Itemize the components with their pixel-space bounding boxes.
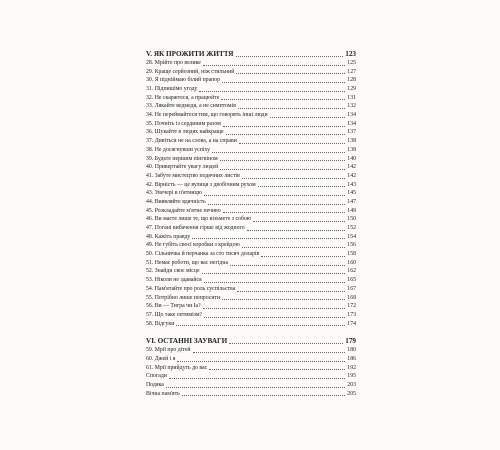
dot-leader: [166, 387, 345, 388]
section-title: VI. ОСТАННІ ЗАУВАГИ: [146, 337, 228, 346]
toc-entry: [146, 311, 356, 320]
dot-leader: [238, 108, 345, 109]
entry-page-number: 167: [347, 285, 356, 292]
entry-title: 34. Не переймайтеся тим, що говорять інші люди: [146, 112, 268, 119]
dot-leader: [236, 56, 344, 57]
entry-page-number: 142: [347, 164, 356, 171]
dot-leader: [182, 395, 346, 396]
entry-title: 50. Сільничка й перчанка за сто тисяч доларів: [146, 251, 260, 258]
entry-title: 33. Лякайте ведмедя, а не симптомів: [146, 103, 236, 110]
entry-page-number: 173: [347, 311, 356, 318]
entry-title: 31. Підпишімо угоду: [146, 86, 198, 93]
dot-leader: [204, 282, 346, 283]
dot-leader: [261, 256, 345, 257]
entry-title: 48. Кажіть правду: [146, 233, 191, 240]
entry-page-number: 203: [347, 382, 356, 389]
dot-leader: [223, 212, 346, 213]
entry-page-number: 150: [347, 216, 356, 223]
entry-title: 61. Мрії прийдуть до вас: [146, 364, 208, 371]
entry-title: 32. Не скаржтеся, а працюйте: [146, 94, 220, 101]
entry-page-number: 168: [347, 294, 356, 301]
dot-leader: [204, 195, 345, 196]
dot-leader: [223, 126, 345, 127]
entry-title: 56. Ви — Тигра чи Іа?: [146, 303, 201, 310]
toc-entry: [146, 181, 356, 190]
entry-page-number: 131: [347, 94, 356, 101]
toc-entry: [146, 268, 356, 277]
entry-page-number: 192: [347, 364, 356, 371]
toc-entry: [146, 163, 356, 172]
entry-page-number: 142: [347, 172, 356, 179]
entry-title: 38. Не досягнувши успіху: [146, 146, 211, 153]
toc-entry: [146, 68, 356, 77]
dot-leader: [239, 143, 345, 144]
entry-title: Вічна пам'ять: [146, 390, 180, 397]
toc-entry: [146, 259, 356, 268]
section-5-entries: [146, 59, 356, 328]
dot-leader: [193, 352, 346, 353]
section-heading-5: [146, 49, 356, 59]
entry-title: 42. Вірність — це вулиця з двобічним рухом: [146, 181, 256, 188]
toc-entry: [146, 198, 356, 207]
entry-page-number: 134: [347, 120, 356, 127]
dot-leader: [226, 134, 346, 135]
dot-leader: [204, 317, 345, 318]
section-6-entries: [146, 346, 356, 398]
toc-entry: [146, 76, 356, 85]
dot-leader: [176, 325, 345, 326]
dot-leader: [177, 361, 345, 362]
entry-page-number: 172: [347, 303, 356, 310]
toc-entry: [146, 320, 356, 329]
entry-title: 59. Мрії про дітей: [146, 347, 191, 354]
dot-leader: [203, 65, 345, 66]
toc-entry: [146, 155, 356, 164]
entry-title: 39. Будьте першим пінгвіном: [146, 155, 218, 162]
toc-entry: [146, 172, 356, 181]
dot-leader: [222, 82, 345, 83]
dot-leader: [270, 117, 346, 118]
entry-page-number: 160: [347, 259, 356, 266]
toc-entry: [146, 59, 356, 68]
toc-entry: [146, 294, 356, 303]
entry-title: Спогади: [146, 373, 167, 380]
entry-title: 35. Почніть із сердиним разом: [146, 120, 221, 127]
toc-entry: [146, 129, 356, 138]
entry-title: 44. Виявляйте вдячність: [146, 198, 206, 205]
toc-entry: [146, 120, 356, 129]
toc-entry: [146, 224, 356, 233]
entry-title: 53. Ніколи не здавайся: [146, 277, 202, 284]
table-of-contents: [146, 49, 356, 398]
dot-leader: [202, 273, 346, 274]
entry-title: 52. Знайди своє місце: [146, 268, 200, 275]
entry-title: Подяка: [146, 382, 164, 389]
entry-page-number: 127: [347, 68, 356, 75]
entry-page-number: 154: [347, 233, 356, 240]
entry-page-number: 138: [347, 138, 356, 145]
entry-title: 41. Забуте мистецтво подячних листів: [146, 172, 240, 179]
toc-entry: [146, 364, 356, 373]
entry-title: 36. Шукайте в людях найкраще: [146, 129, 224, 136]
entry-page-number: 138: [347, 146, 356, 153]
dot-leader: [221, 99, 345, 100]
toc-entry: [146, 355, 356, 364]
entry-title: 40. Привертайте увагу людей: [146, 164, 219, 171]
entry-page-number: 140: [347, 155, 356, 162]
entry-page-number: 195: [347, 373, 356, 380]
dot-leader: [242, 247, 345, 248]
entry-page-number: 158: [347, 251, 356, 258]
dot-leader: [230, 265, 345, 266]
entry-page-number: 152: [347, 225, 356, 232]
entry-page-number: 156: [347, 242, 356, 249]
dot-leader: [237, 291, 345, 292]
toc-entry: [146, 111, 356, 120]
toc-entry: [146, 233, 356, 242]
dot-leader: [253, 221, 345, 222]
entry-page-number: 149: [347, 207, 356, 214]
entry-title: 29. Краще серйозний, ніж стильний: [146, 68, 235, 75]
toc-entry: [146, 94, 356, 103]
entry-page-number: 186: [347, 355, 356, 362]
entry-title: 57. Що таке оптимізм?: [146, 311, 203, 318]
entry-title: 55. Потрібно лише попросити: [146, 294, 221, 301]
toc-entry: [146, 189, 356, 198]
entry-title: 37. Дивіться не на слова, а на справи: [146, 138, 237, 145]
entry-title: 30. Я підніймаю білий прапор: [146, 77, 220, 84]
toc-entry: [146, 250, 356, 259]
entry-page-number: 174: [347, 320, 356, 327]
toc-entry: [146, 137, 356, 146]
entry-page-number: 143: [347, 181, 356, 188]
dot-leader: [199, 91, 345, 92]
dot-leader: [208, 204, 346, 205]
dot-leader: [242, 178, 345, 179]
section-title: V. ЯК ПРОЖИТИ ЖИТТЯ: [146, 50, 234, 58]
dot-leader: [203, 308, 346, 309]
entry-title: 60. Джей і я: [146, 355, 176, 362]
toc-entry: [146, 207, 356, 216]
dot-leader: [169, 378, 345, 379]
dot-leader: [209, 369, 345, 370]
entry-title: 58. Відгуки: [146, 320, 175, 327]
section-heading-6: [146, 336, 356, 346]
entry-page-number: 162: [347, 268, 356, 275]
entry-page-number: 137: [347, 129, 356, 136]
toc-entry: [146, 346, 356, 355]
toc-entry: [146, 146, 356, 155]
entry-page-number: 145: [347, 190, 356, 197]
dot-leader: [220, 160, 346, 161]
toc-entry: [146, 381, 356, 390]
entry-title: 54. Пам'ятайте про роль суспільства: [146, 285, 236, 292]
section-page-number: 179: [345, 337, 356, 346]
entry-title: 47. Погані вибачення гірше від жодного: [146, 225, 245, 232]
entry-page-number: 165: [347, 277, 356, 284]
entry-page-number: 129: [347, 86, 356, 93]
toc-entry: [146, 241, 356, 250]
entry-title: 49. Не губіть своєї коробки з крейдою: [146, 242, 240, 249]
entry-page-number: 180: [347, 347, 356, 354]
entry-page-number: 147: [347, 198, 356, 205]
dot-leader: [247, 230, 346, 231]
entry-title: 45. Розкладайте м'ятне печиво: [146, 207, 221, 214]
toc-entry: [146, 85, 356, 94]
entry-title: 43. Увечері в п'ятницю: [146, 190, 202, 197]
toc-entry: [146, 372, 356, 381]
entry-title: 28. Мрійте про велике: [146, 59, 201, 66]
toc-entry: [146, 302, 356, 311]
toc-entry: [146, 215, 356, 224]
dot-leader: [192, 238, 345, 239]
entry-title: 46. Ви маєте лише те, що візьмете з собою: [146, 216, 252, 223]
entry-page-number: 205: [347, 390, 356, 397]
toc-entry: [146, 390, 356, 399]
toc-entry: [146, 285, 356, 294]
dot-leader: [258, 186, 346, 187]
dot-leader: [222, 299, 345, 300]
section-spacer: [146, 328, 356, 336]
dot-leader: [236, 73, 345, 74]
entry-page-number: 134: [347, 112, 356, 119]
dot-leader: [220, 169, 345, 170]
entry-page-number: 128: [347, 77, 356, 84]
entry-title: 51. Немає роботи, що вас негідна: [146, 259, 229, 266]
toc-entry: [146, 276, 356, 285]
dot-leader: [212, 152, 345, 153]
entry-page-number: 132: [347, 103, 356, 110]
section-page-number: 123: [345, 50, 356, 58]
dot-leader: [229, 343, 343, 344]
entry-page-number: 125: [347, 59, 356, 66]
toc-entry: [146, 102, 356, 111]
